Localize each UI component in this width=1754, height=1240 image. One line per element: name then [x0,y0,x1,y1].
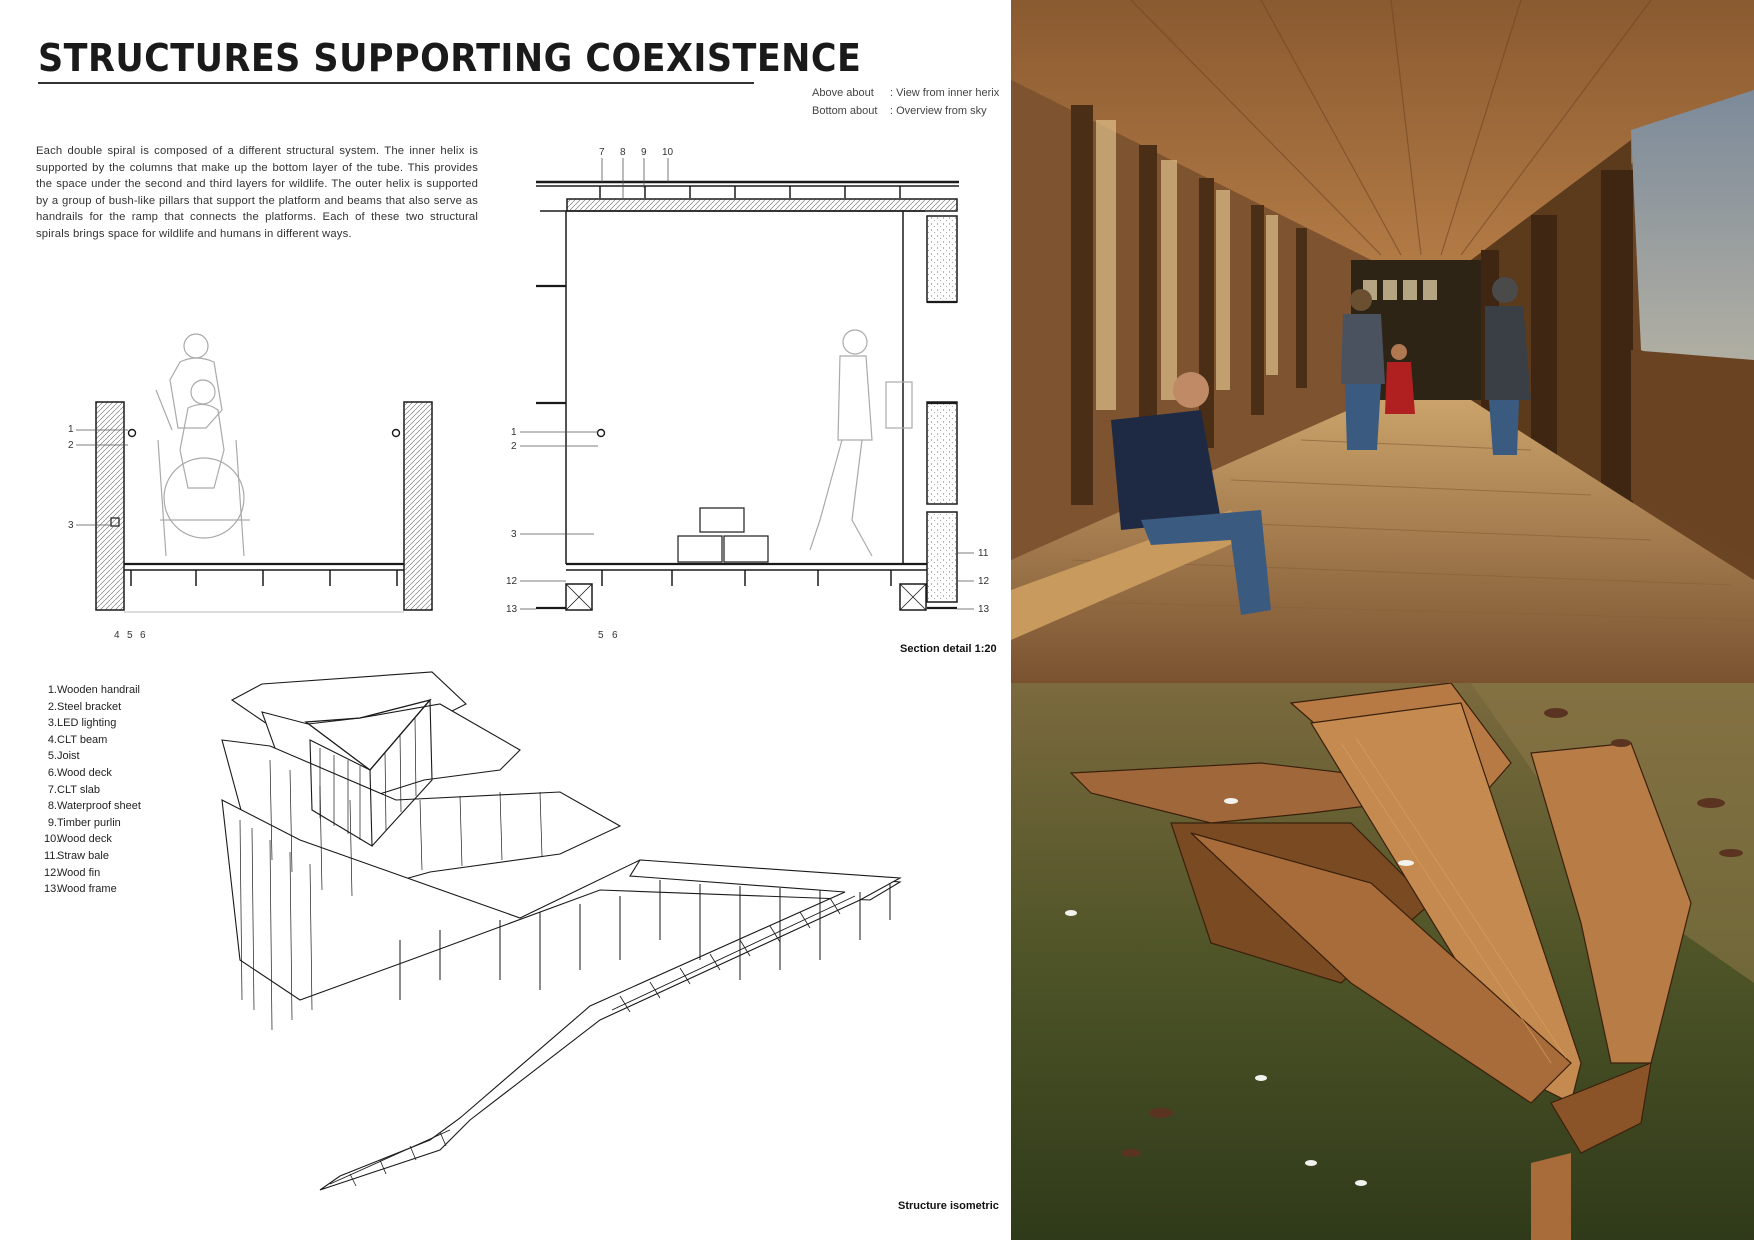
right-callout-8: 8 [620,147,626,158]
component-legend [44,682,141,898]
section-right [536,182,959,610]
left-callout-3: 3 [68,520,74,531]
right-callout-6: 6 [612,630,618,641]
caption-bottom-value: : Overview from sky [890,105,987,117]
caption-above-key: Above about [812,87,874,99]
left-callout-2: 2 [68,440,74,451]
left-wall-b [404,402,432,610]
aerial-view-photo [1011,683,1754,1240]
right-callout-12b: 12 [978,576,990,587]
right-callout-2: 2 [511,441,517,452]
page-title: STRUCTURES SUPPORTING COEXISTENCE [38,36,862,80]
left-callout-4: 4 [114,630,120,641]
right-callout-1: 1 [511,427,517,438]
structure-isometric-drawing [210,670,930,1210]
right-callout-5: 5 [598,630,604,641]
right-callout-7: 7 [599,147,605,158]
right-callout-10: 10 [662,147,674,158]
legend-item: 7.CLT slab [47,783,101,796]
title-underline [38,82,754,84]
photo-captions [812,84,999,120]
legend-item: 10.Wood deck [44,833,112,846]
legend-item: 13.Wood frame [44,883,117,896]
legend-item: 12.Wood fin [44,866,101,879]
caption-above [812,84,999,102]
left-callout-6: 6 [140,630,146,641]
legend-item: 9.Timber purlin [47,816,121,829]
legend-item: 2.Steel bracket [47,700,122,713]
caption-above-value: : View from inner herix [890,87,1000,99]
right-callout-12a: 12 [506,576,518,587]
structure-isometric-label: Structure isometric [898,1200,999,1212]
right-callout-9: 9 [641,147,647,158]
caption-bottom-key: Bottom about [812,105,878,117]
legend-item: 5.Joist [47,750,80,763]
left-wall-a [96,402,124,610]
legend-item: 3.LED lighting [47,717,117,730]
interior-view-photo [1011,0,1754,683]
caption-bottom [812,102,999,120]
description-paragraph: Each double spiral is composed of a different structural system. The inner helix is supported by the columns that make up the bottom layer of the tube. This provides the space under the second and third layers for wildlife. The outer helix is supported by a group of bush-like pillars that support the platform and beams that also serve as handrails for the ramp that connects the platforms. Each of these two structural spirals brings space for wildlife and humans in different ways. [36,145,478,240]
legend-item: 4.CLT beam [47,733,108,746]
legend-item: 6.Wood deck [47,766,112,779]
left-callout-1: 1 [68,424,74,435]
right-callout-13b: 13 [978,604,990,615]
section-left [96,334,432,612]
left-callout-5: 5 [127,630,133,641]
right-callout-3: 3 [511,529,517,540]
right-callout-13a: 13 [506,604,518,615]
legend-item: 11.Straw bale [44,849,109,862]
legend-item: 1.Wooden handrail [47,684,140,696]
legend-item: 8.Waterproof sheet [47,800,141,813]
section-detail-label: Section detail 1:20 [900,643,997,655]
right-callout-11: 11 [978,548,989,559]
section-drawings [40,140,1010,660]
